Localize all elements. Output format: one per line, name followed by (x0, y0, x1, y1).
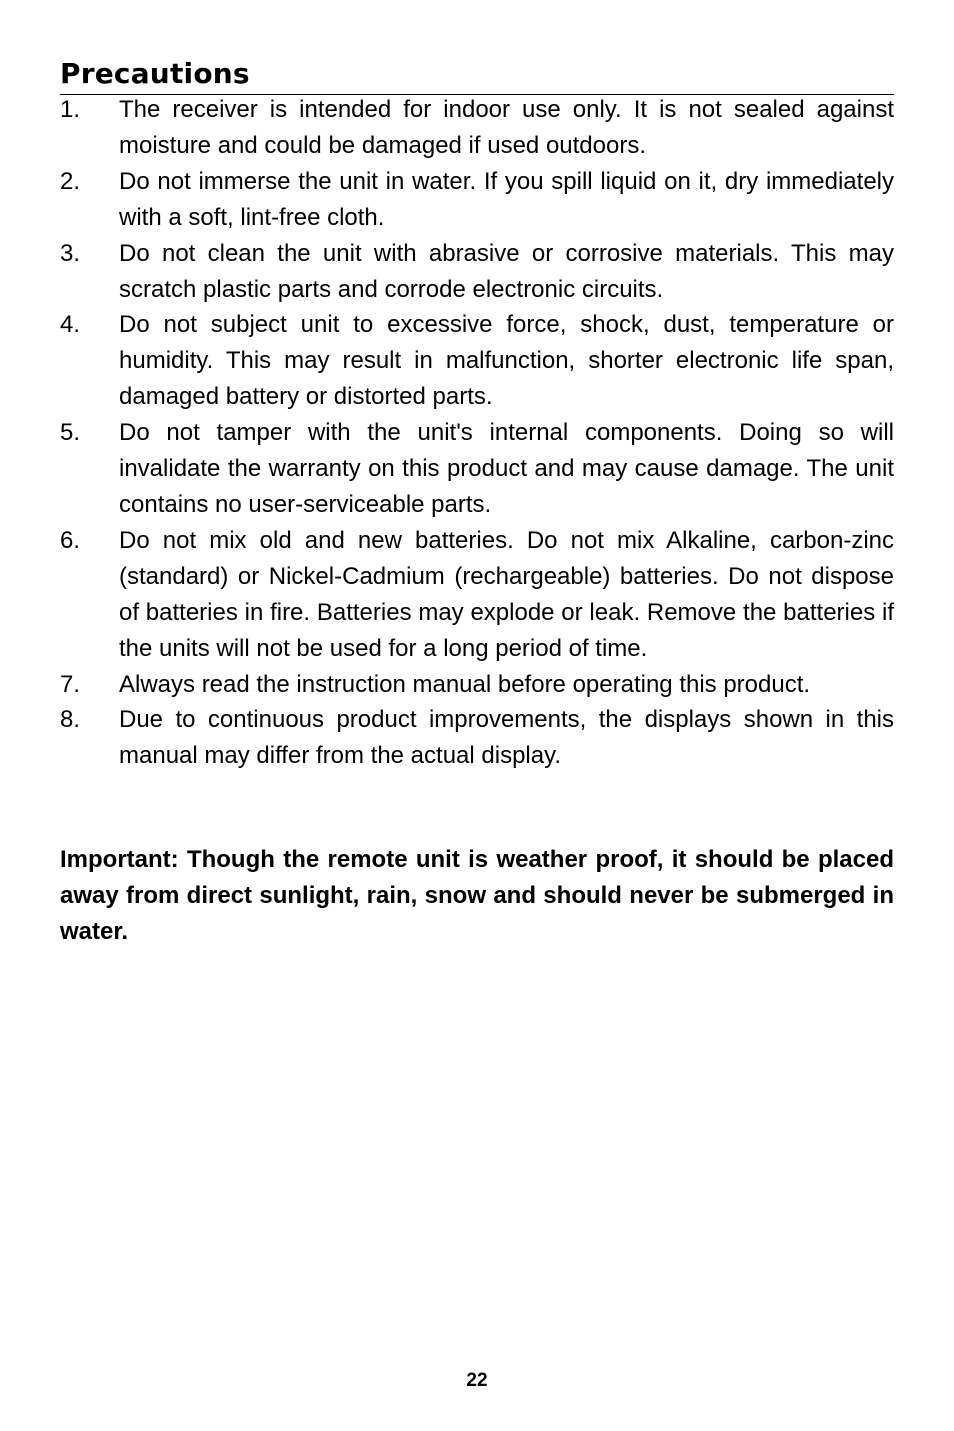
list-item-text: Do not immerse the unit in water. If you spill liquid on it, dry immediately with a soft, lint-free cloth. (119, 167, 894, 231)
important-note: Important: Though the remote unit is weather proof, it should be placed away from direct sunlight, rain, snow and should never be submerged in water. (60, 846, 894, 945)
list-item-text: Do not clean the unit with abrasive or corrosive materials. This may scratch plastic parts and corrode electronic circuits. (119, 239, 894, 303)
list-item (60, 702, 894, 774)
list-item (60, 307, 894, 415)
list-item-number: 3. (60, 239, 81, 267)
list-item-text: Do not tamper with the unit's internal components. Doing so will invalidate the warranty on this product and may cause damage. The unit contains no user-serviceable parts. (119, 419, 894, 518)
section-heading: Precautions (60, 56, 894, 95)
list-item-text: Due to continuous product improvements, the displays shown in this manual may differ from the actual display. (119, 706, 894, 770)
list-item (60, 523, 894, 667)
precautions-list (60, 92, 894, 774)
list-item-text: Always read the instruction manual before operating this product. (119, 670, 811, 698)
list-item-number: 6. (60, 526, 81, 554)
list-item (60, 667, 894, 703)
list-item-number: 8. (60, 706, 81, 734)
list-item-text: The receiver is intended for indoor use only. It is not sealed against moisture and could be damaged if used outdoors. (119, 96, 894, 159)
list-item-text: Do not mix old and new batteries. Do not mix Alkaline, carbon-zinc (standard) or Nickel-Cadmium (rechargeable) batteries. Do not dispose of batteries in fire. Batteries may explode or leak. Remove the batteries if the units will not be used for a long period of time. (119, 526, 894, 662)
list-item (60, 415, 894, 523)
list-item-number: 2. (60, 167, 81, 195)
list-item-text: Do not subject unit to excessive force, shock, dust, temperature or humidity. This may result in malfunction, shorter electronic life span, damaged battery or distorted parts. (119, 311, 894, 411)
list-item-number: 5. (60, 419, 81, 447)
page-number: 22 (466, 1370, 488, 1391)
list-item-number: 1. (60, 96, 81, 123)
list-item-number: 7. (60, 670, 81, 698)
list-item (60, 92, 894, 164)
list-item (60, 236, 894, 308)
list-item-number: 4. (60, 311, 81, 339)
list-item (60, 164, 894, 236)
